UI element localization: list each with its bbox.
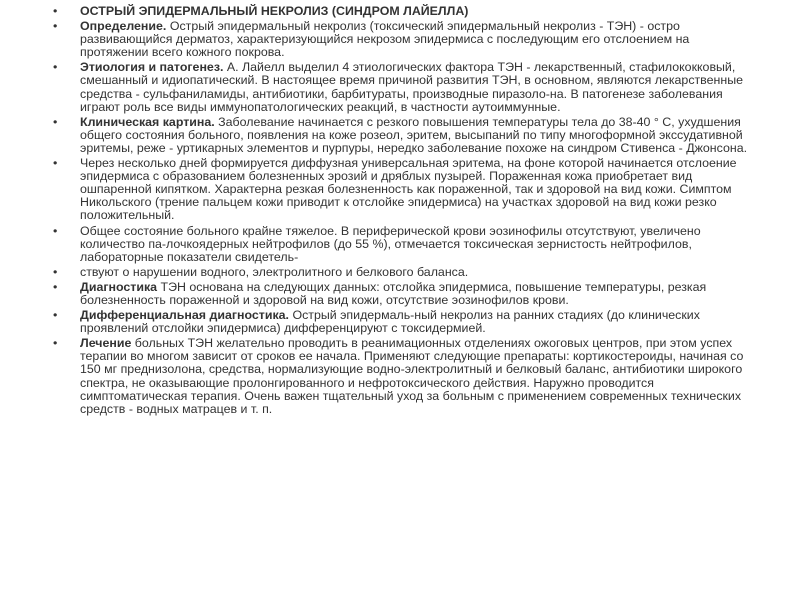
item-lead: Этиология и патогенез. [80,60,224,75]
bullet-dot: • [53,223,58,238]
item-text: Заболевание начинается с резкого повышения температуры тела до 38-40 ° С, ухудшения общего состояния больного, появления на коже розеол, эритем, высыпаний по типу многоформной экссудативной эритемы, реже - уртикарных элементов и пурпуры, нередко заболевание похоже на синдром Стивенса - Джонсона. [80,114,748,155]
item-text: ствуют о нарушении водного, электролитного и белкового баланса. [80,264,469,279]
item-text: больных ТЭН желательно проводить в реанимационных отделениях ожоговых центров, при этом успех терапии во многом зависит от сроков ее начала. Применяют следующие препараты: кортикостероиды, начиная со 150 мг преднизолона, средства, нормализующие водно-электролитный и белковый баланс, антибиотики широкого спектра, не оказывающие пролонгированного и нефротоксического действия. Наружно проводится симптоматическая терапия. Очень важен тщательный уход за больным с применением современных технических средств - водных матрацев и т. п. [80,336,744,416]
item-lead: Определение. [80,19,167,34]
list-item-diagnostics [52,281,752,307]
list-item-definition [52,20,752,59]
item-text: Через несколько дней формируется диффузная универсальная эритема, на фоне которой начинается отслоение эпидермиса с образованием болезненных эрозий и дряблых пузырей. Пораженная кожа приобретает вид ошпаренной кипятком. Характерна резкая болезненность как пораженной, так и здоровой на вид кожи. Симптом Никольского (трение пальцем кожи приводит к отслойке эпидермиса) на участках здоровой на вид кожи резко положительный. [80,156,737,223]
item-text: Общее состояние больного крайне тяжелое. В периферической крови эозинофилы отсутствуют, увеличено количество па-лочкоядерных нейтрофилов (до 55 %), отмечается токсическая зернистость нейтрофилов, лабораторные показатели свидетель- [80,223,701,264]
list-item-etiology [52,61,752,113]
bullet-dot: • [53,336,58,351]
list-item-title [52,5,752,18]
item-lead: Клиническая картина. [80,114,215,129]
item-lead: ОСТРЫЙ ЭПИДЕРМАЛЬНЫЙ НЕКРОЛИЗ (СИНДРОМ ЛАЙЕЛЛА) [80,4,469,18]
bullet-dot: • [53,60,58,75]
item-text: А. Лайелл выделил 4 этиологических фактора ТЭН - лекарственный, стафилококковый, смешанный и идиопатический. В настоящее время причиной развития ТЭН, в основном, являются лекарственные средства - сульфаниламиды, антибиотики, барбитураты, производные пиразоло-на. В патогенезе заболевания играют роль все виды иммунопатологических реакций, в частности аутоиммунные. [80,60,744,114]
list-item-treatment [52,337,752,416]
bullet-dot: • [53,308,58,323]
list-item-clinical-picture [52,116,752,155]
bullet-dot: • [53,19,58,34]
item-lead: Диагностика [80,279,158,294]
bullet-dot: • [53,264,58,279]
item-text: Острый эпидермаль-ный некролиз на ранних стадиях (до клинических проявлений отслойки эпидермиса) дифференцируют с токсидермией. [80,308,700,336]
list-item-progression [52,157,752,222]
bullet-dot: • [53,156,58,171]
item-lead: Дифференциальная диагностика. [80,308,289,323]
list-item-differential-diagnostics [52,309,752,335]
list-item-general-state [52,225,752,264]
item-text: Острый эпидермальный некролиз (токсический эпидермальный некролиз - ТЭН) - остро развивающийся дерматоз, характеризующийся некрозом эпидермиса с последующим его отслоением на протяжении всего кожного покрова. [80,19,690,60]
item-lead: Лечение [80,336,132,351]
list-item-balance [52,266,752,279]
bullet-dot: • [53,279,58,294]
bullet-list [52,5,752,418]
item-text: ТЭН основана на следующих данных: отслойка эпидермиса, повышение температуры, резкая болезненность пораженной и здоровой на вид кожи, отсутствие эозинофилов крови. [80,279,707,307]
bullet-dot: • [53,114,58,129]
bullet-dot: • [53,4,58,18]
